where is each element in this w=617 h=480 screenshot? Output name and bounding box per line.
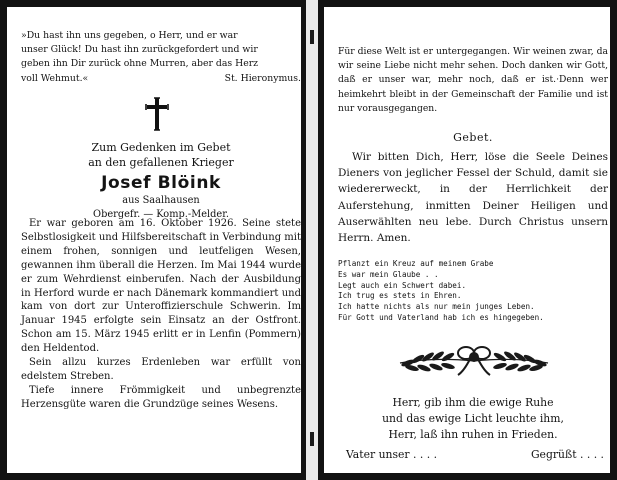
rest-line: Herr, laß ihn ruhen in Frieden.	[388, 428, 558, 441]
poem-line: Legt auch ein Schwert dabei.	[338, 280, 467, 290]
poem-line: Ich hatte nichts als nur mein junges Leben.	[338, 302, 535, 312]
biography-paragraph: Er war geboren am 16. Oktober 1926. Seine stete Selbstlosigkeit und Hilfsbereitschaft in Verbindung mit einem frohen, sonnigen und leutfeligen Wesen, gewannen ihm überall die Herzen. Im Mai 1944 wurde er zum Wehrdienst einberufen. Nach der Ausbildung in Herford wurde er nach Dänemark kommandiert und kam von dort zur Unteroffizierschule Schwerin. Im Januar 1945 erfolgte sein Einsatz an der Ostfront. Schon am 15. März 1945 erlitt er in Lenfin (Pommern) den Heldentod.	[21, 218, 301, 355]
memorial-line: an den gefallenen Krieger	[88, 155, 234, 169]
deceased-name: Josef Blöink	[101, 173, 221, 193]
prayer-title: Gebet.	[453, 131, 493, 144]
biography	[21, 217, 301, 412]
fold-mark-top	[310, 30, 314, 44]
cross-icon	[145, 97, 169, 131]
memorial-line: Zum Gedenken im Gebet	[91, 141, 231, 154]
poem	[338, 259, 608, 324]
prayer-text: Wir bitten Dich, Herr, löse die Seele Deines Dieners von jeglicher Fessel der Schuld, damit sie wiedererweckt, in der Herrlichkeit der Auferstehung, inmitten Deiner Heiligen und Auserwählten neu lebe. Durch Christus unsern Herrn. Amen.	[338, 151, 608, 245]
military-rank: Obergefr. — Komp.-Melder.	[93, 208, 229, 220]
laurel-wreath-icon	[394, 339, 554, 379]
poem-line: Für Gott und Vaterland hab ich es hingegeben.	[338, 312, 544, 322]
quote-line: unser Glück! Du hast ihn zurückgefordert und wir	[21, 44, 258, 56]
poem-line: Es war mein Glaube . .	[338, 269, 439, 279]
hail-mary: Gegrüßt . . . .	[530, 448, 604, 461]
biography-paragraph: Tiefe innere Frömmigkeit und unbegrenzte Herzensgüte waren die Grundzüge seines Wesens.	[21, 384, 301, 410]
rest-prayer	[338, 395, 608, 443]
rest-line: und das ewige Licht leuchte ihm,	[382, 412, 564, 425]
intro-text: Für diese Welt ist er untergegangen. Wir weinen zwar, da wir seine Liebe nicht mehr sehen. Doch danken wir Gott, daß er unser war, mehr noch, daß er ist.·Denn wer heimkehrt bleibt in der Gemeinschaft der Familie und ist nur vorausgegangen.	[338, 46, 608, 114]
fold-mark-bottom	[310, 432, 314, 446]
left-card	[0, 0, 306, 480]
poem-line: Ich trug es stets in Ehren.	[338, 291, 462, 301]
poem-line: Pflanzt ein Kreuz auf meinem Grabe	[338, 259, 494, 268]
quote-line: »Du hast ihn uns gegeben, o Herr, und er war	[21, 30, 238, 41]
quote-line: voll Wehmut.«	[21, 72, 89, 84]
rest-line: Herr, gib ihm die ewige Ruhe	[392, 396, 554, 409]
quote-block	[21, 29, 301, 86]
biography-paragraph: Sein allzu kurzes Erdenleben war erfüllt von edelstem Streben.	[21, 357, 301, 382]
right-card	[318, 0, 617, 480]
quote-author: St. Hieronymus.	[224, 72, 301, 84]
our-father: Vater unser . . . .	[346, 448, 438, 461]
card-gap	[306, 0, 318, 480]
memorial-heading	[21, 141, 301, 221]
quote-line: geben ihn Dir zurück ohne Murren, aber das Herz	[21, 58, 259, 70]
hometown: aus Saalhausen	[122, 195, 200, 206]
